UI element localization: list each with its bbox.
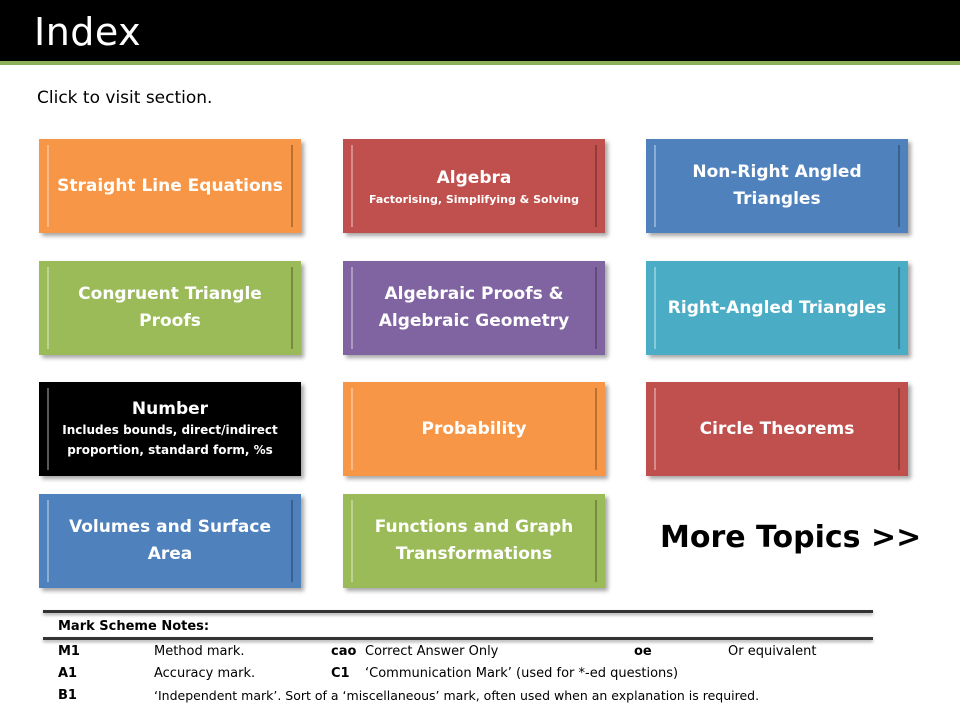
tile-title: Algebra bbox=[436, 167, 512, 188]
desc-c1: ‘Communication Mark’ (used for *-ed questions) bbox=[365, 666, 679, 681]
desc-m1: Method mark. bbox=[154, 644, 245, 659]
code-c1: C1 bbox=[331, 666, 350, 681]
tile-straight-line-equations[interactable] bbox=[39, 139, 301, 233]
tile-right-angled-triangles[interactable] bbox=[646, 261, 908, 355]
code-b1: B1 bbox=[58, 688, 77, 703]
tile-subtitle: Includes bounds, direct/indirect proportion, standard form, %s bbox=[62, 423, 278, 457]
tile-number[interactable] bbox=[39, 382, 301, 476]
notes-top-divider bbox=[43, 610, 873, 613]
desc-oe: Or equivalent bbox=[728, 644, 817, 659]
tile-title: Volumes and Surface Area bbox=[69, 517, 271, 564]
desc-cao: Correct Answer Only bbox=[365, 644, 499, 659]
tile-volumes-surface-area[interactable] bbox=[39, 494, 301, 588]
tile-title: Non-Right Angled Triangles bbox=[692, 162, 862, 209]
tile-algebra[interactable] bbox=[343, 139, 605, 233]
more-topics-link[interactable]: More Topics >> bbox=[660, 520, 922, 555]
code-oe: oe bbox=[634, 644, 652, 659]
tile-non-right-angled-triangles[interactable] bbox=[646, 139, 908, 233]
tile-title: Right-Angled Triangles bbox=[667, 297, 887, 318]
tile-title: Functions and Graph Transformations bbox=[374, 517, 574, 564]
tile-subtitle: Factorising, Simplifying & Solving bbox=[368, 192, 579, 206]
code-m1: M1 bbox=[58, 644, 80, 659]
tile-congruent-triangle-proofs[interactable] bbox=[39, 261, 301, 355]
code-cao: cao bbox=[331, 644, 357, 659]
tile-title: Circle Theorems bbox=[699, 418, 855, 439]
tile-probability[interactable] bbox=[343, 382, 605, 476]
desc-b1: ‘Independent mark’. Sort of a ‘miscellaneous’ mark, often used when an explanation is required. bbox=[154, 688, 760, 703]
instruction-text: Click to visit section. bbox=[37, 88, 213, 108]
page-title: Index bbox=[34, 10, 142, 54]
tile-title: Algebraic Proofs & Algebraic Geometry bbox=[378, 284, 570, 331]
tile-algebraic-proofs[interactable] bbox=[343, 261, 605, 355]
tile-circle-theorems[interactable] bbox=[646, 382, 908, 476]
header-bar bbox=[0, 0, 960, 65]
notes-title: Mark Scheme Notes: bbox=[58, 619, 210, 634]
code-a1: A1 bbox=[58, 666, 78, 681]
tile-functions-graph-transformations[interactable] bbox=[343, 494, 605, 588]
tile-title: Number bbox=[131, 399, 209, 419]
tile-title: Congruent Triangle Proofs bbox=[78, 284, 262, 331]
notes-middle-divider bbox=[43, 637, 873, 640]
desc-a1: Accuracy mark. bbox=[154, 666, 256, 681]
tile-title: Straight Line Equations bbox=[57, 175, 283, 196]
tile-title: Probability bbox=[421, 418, 527, 439]
